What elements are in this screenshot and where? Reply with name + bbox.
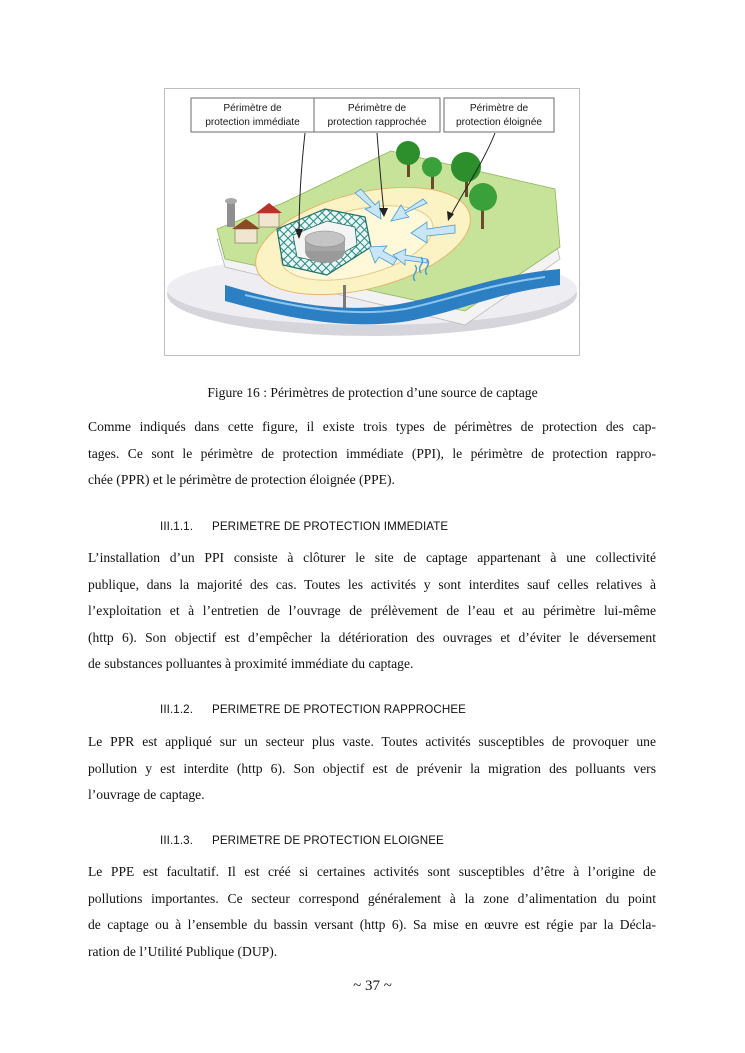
intro-paragraph bbox=[88, 414, 656, 494]
well-pipe bbox=[343, 285, 346, 311]
chimney bbox=[227, 201, 235, 227]
section-heading-ppi bbox=[160, 520, 448, 533]
paragraph-line: publique, dans la majorité des cas. Toutes les activités y sont interdites sauf celles relatives à bbox=[88, 576, 656, 592]
paragraph-line: l’exploitation et à l’entretien de l’ouvrage de prélèvement de l’eau et au périmètre lui-même bbox=[88, 603, 656, 618]
label-close-line-2: protection rapprochée bbox=[327, 117, 427, 128]
paragraph-line: l’ouvrage de captage. bbox=[88, 787, 205, 802]
ppe-paragraph bbox=[88, 859, 656, 965]
figure-illustration bbox=[165, 89, 579, 355]
section-number: III.1.2. bbox=[160, 703, 194, 716]
paragraph-line: pollutions importantes. Ce secteur correspond généralement à la zone d’alimentation du point bbox=[88, 890, 656, 906]
paragraph-line: ration de l’Utilité Publique (DUP). bbox=[88, 943, 278, 959]
paragraph-line: pollution y est interdite (http 6). Son objectif est de prévenir la migration des polluants vers bbox=[88, 760, 656, 776]
section-title: PERIMETRE DE PROTECTION IMMEDIATE bbox=[212, 520, 449, 533]
label-distant-line-1: Périmètre de bbox=[469, 103, 529, 114]
ppi-paragraph bbox=[88, 545, 656, 678]
protection-perimeters-figure bbox=[164, 88, 580, 356]
label-close bbox=[314, 98, 440, 132]
tree-canopy bbox=[396, 141, 420, 165]
label-immediate-line-1: Périmètre de bbox=[223, 103, 282, 114]
chimney-top bbox=[225, 198, 237, 204]
section-number: III.1.1. bbox=[160, 520, 194, 533]
section-heading-ppr bbox=[160, 703, 466, 716]
tree-trunk bbox=[481, 209, 484, 229]
section-heading-ppe bbox=[160, 834, 444, 847]
paragraph-line: de substances polluantes à proximité immédiate du captage. bbox=[88, 656, 414, 671]
paragraph-line: tages. Ce sont le périmètre de protection immédiate (PPI), le périmètre de protection rappro- bbox=[88, 445, 656, 461]
tree-canopy bbox=[422, 157, 442, 177]
label-immediate bbox=[191, 98, 314, 132]
section-title: PERIMETRE DE PROTECTION ELOIGNEE bbox=[212, 834, 444, 847]
reservoir-top bbox=[305, 231, 345, 247]
tree-canopy bbox=[469, 183, 497, 211]
label-distant bbox=[444, 98, 554, 132]
paragraph-line: de captage ou à l’ensemble du bassin versant (http 6). Sa mise en œuvre est régie par la Décla- bbox=[88, 917, 656, 932]
tree-trunk bbox=[431, 175, 434, 189]
tree-trunk bbox=[407, 163, 410, 177]
page-number: ~ 37 ~ bbox=[353, 978, 392, 994]
paragraph-line: chée (PPR) et le périmètre de protection éloignée (PPE). bbox=[88, 472, 395, 487]
paragraph-line: L’installation d’un PPI consiste à clôturer le site de captage appartenant à une collectivité bbox=[88, 550, 656, 565]
house-2 bbox=[259, 213, 279, 227]
tree-canopy bbox=[451, 152, 481, 182]
paragraph-line: Comme indiqués dans cette figure, il existe trois types de périmètres de protection des cap- bbox=[88, 419, 656, 434]
ppr-paragraph bbox=[88, 729, 656, 809]
figure-caption: Figure 16 : Périmètres de protection d’une source de captage bbox=[207, 385, 538, 400]
section-title: PERIMETRE DE PROTECTION RAPPROCHEE bbox=[212, 703, 466, 716]
paragraph-line: (http 6). Son objectif est d’empêcher la détérioration des ouvrages et d’éviter le déversement bbox=[88, 629, 656, 645]
paragraph-line: Le PPE est facultatif. Il est créé si certaines activités sont susceptibles d’être à l’origine de bbox=[88, 864, 656, 879]
section-number: III.1.3. bbox=[160, 834, 194, 847]
label-immediate-line-2: protection immédiate bbox=[205, 117, 300, 128]
label-distant-line-2: protection éloignée bbox=[455, 117, 543, 128]
paragraph-line: Le PPR est appliqué sur un secteur plus vaste. Toutes activités susceptibles de provoquer une bbox=[88, 734, 656, 749]
house-1 bbox=[235, 229, 257, 243]
label-close-line-1: Périmètre de bbox=[347, 103, 407, 114]
